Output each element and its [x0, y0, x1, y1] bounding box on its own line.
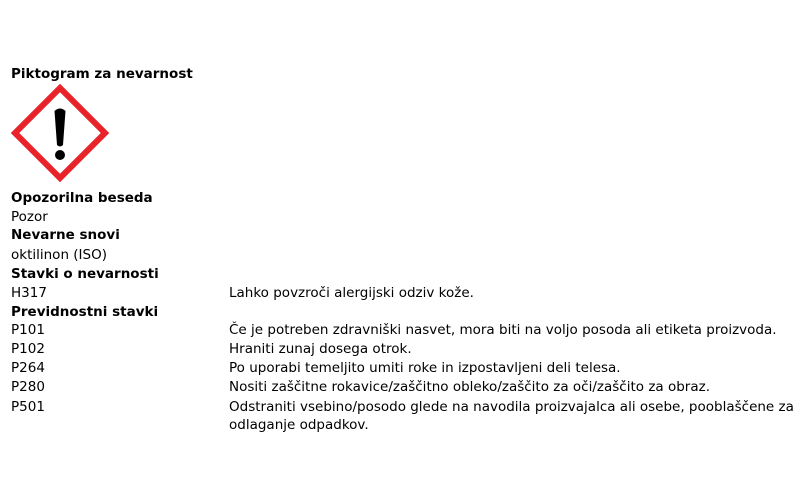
precautionary-statement-text: Nositi zaščitne rokavice/zaščitno obleko/zaščito za oči/zaščito za obraz. — [229, 379, 710, 395]
precautionary-statement-code: P264 — [11, 360, 45, 376]
precautionary-statement-text: Odstraniti vsebino/posodo glede na navodila proizvajalca ali osebe, pooblaščene za odlaganje odpadkov. — [229, 399, 794, 433]
precautionary-statement-code: P501 — [11, 399, 45, 415]
precautionary-statement-code: P101 — [11, 322, 45, 338]
signal-word-heading: Opozorilna beseda — [11, 190, 153, 206]
precautionary-statement-code: P102 — [11, 341, 45, 357]
hazard-statements-heading: Stavki o nevarnosti — [11, 266, 159, 282]
precautionary-statement-text: Po uporabi temeljito umiti roke in izpostavljeni deli telesa. — [229, 360, 621, 376]
signal-word-value: Pozor — [11, 209, 48, 225]
precautionary-statement-code: P280 — [11, 379, 45, 395]
hazard-statement-code: H317 — [11, 285, 47, 301]
hazard-statement-text: Lahko povzroči alergijski odziv kože. — [229, 285, 474, 301]
ghs07-exclamation-mark-icon — [11, 84, 109, 182]
precautionary-statement-text: Če je potreben zdravniški nasvet, mora biti na voljo posoda ali etiketa proizvoda. — [229, 322, 777, 338]
hazardous-substances-heading: Nevarne snovi — [11, 227, 120, 243]
hazardous-substances-value: oktilinon (ISO) — [11, 247, 107, 263]
precautionary-statements-heading: Previdnostni stavki — [11, 304, 159, 320]
pictogram-heading: Piktogram za nevarnost — [11, 66, 193, 82]
precautionary-statement-text: Hraniti zunaj dosega otrok. — [229, 341, 412, 357]
